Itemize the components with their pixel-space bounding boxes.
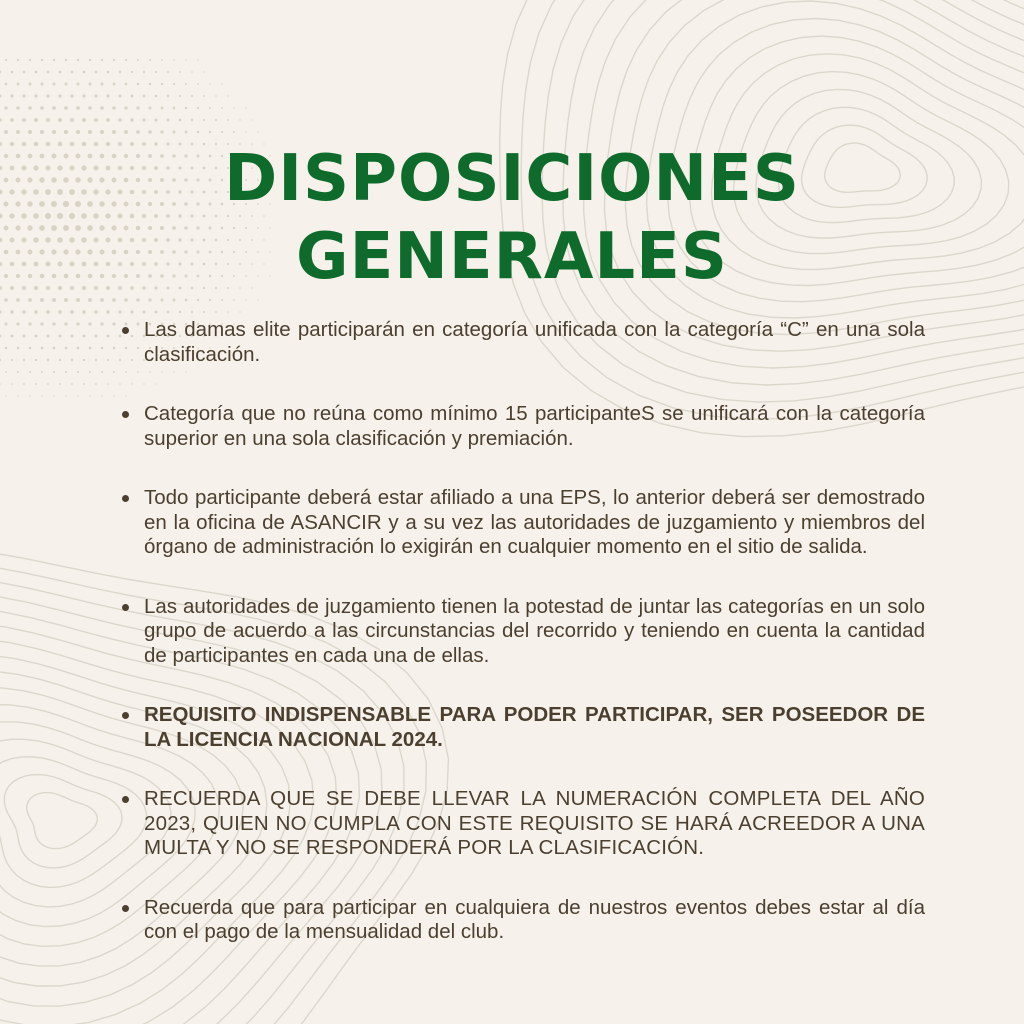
rule-text: Las autoridades de juzgamiento tienen la potestad de juntar las categorías en un solo grupo de acuerdo a las circunstancias del recorrido y teniendo en cuenta la cantidad de participantes en cada una de ellas.: [144, 594, 925, 667]
list-item: [117, 595, 925, 669]
rule-text: Todo participante deberá estar afiliado a una EPS, lo anterior deberá ser demostrado en la oficina de ASANCIR y a su vez las autoridades de juzgamiento y miembros del órgano de administración lo exigirán en cualquier momento en el sitio de salida.: [144, 486, 925, 558]
list-item: [117, 402, 925, 451]
bullet-icon: [122, 905, 129, 912]
rule-text: Las damas elite participarán en categoría unificada con la categoría “C” en una sola clasificación.: [144, 318, 925, 366]
rule-text: Categoría que no reúna como mínimo 15 participanteS se unificará con la categoría superior en una sola clasificación y premiación.: [144, 402, 925, 450]
title-line-2: GENERALES: [296, 220, 728, 294]
rule-text: RECUERDA QUE SE DEBE LLEVAR LA NUMERACIÓN COMPLETA DEL AÑO 2023, QUIEN NO CUMPLA CON ESTE REQUISITO SE HARÁ ACREEDOR A UNA MULTA Y NO SE RESPONDERÁ POR LA CLASIFICACIÓN.: [144, 787, 925, 859]
bullet-icon: [122, 327, 129, 334]
rule-text: Recuerda que para participar en cualquiera de nuestros eventos debes estar al día con el pago de la mensualidad del club.: [144, 895, 925, 943]
rules-list: [117, 318, 925, 980]
list-item: [117, 787, 925, 861]
list-item: [117, 486, 925, 560]
list-item: [117, 896, 925, 945]
page-title: [0, 140, 1024, 296]
list-item: [117, 318, 925, 367]
bullet-icon: [122, 604, 129, 611]
bullet-icon: [122, 495, 129, 502]
title-line-1: DISPOSICIONES: [224, 142, 800, 216]
bullet-icon: [122, 796, 129, 803]
bullet-icon: [122, 411, 129, 418]
list-item: [117, 703, 925, 752]
rule-text: REQUISITO INDISPENSABLE PARA PODER PARTICIPAR, SER POSEEDOR DE LA LICENCIA NACIONAL 2024.: [144, 703, 925, 751]
bullet-icon: [122, 712, 129, 719]
